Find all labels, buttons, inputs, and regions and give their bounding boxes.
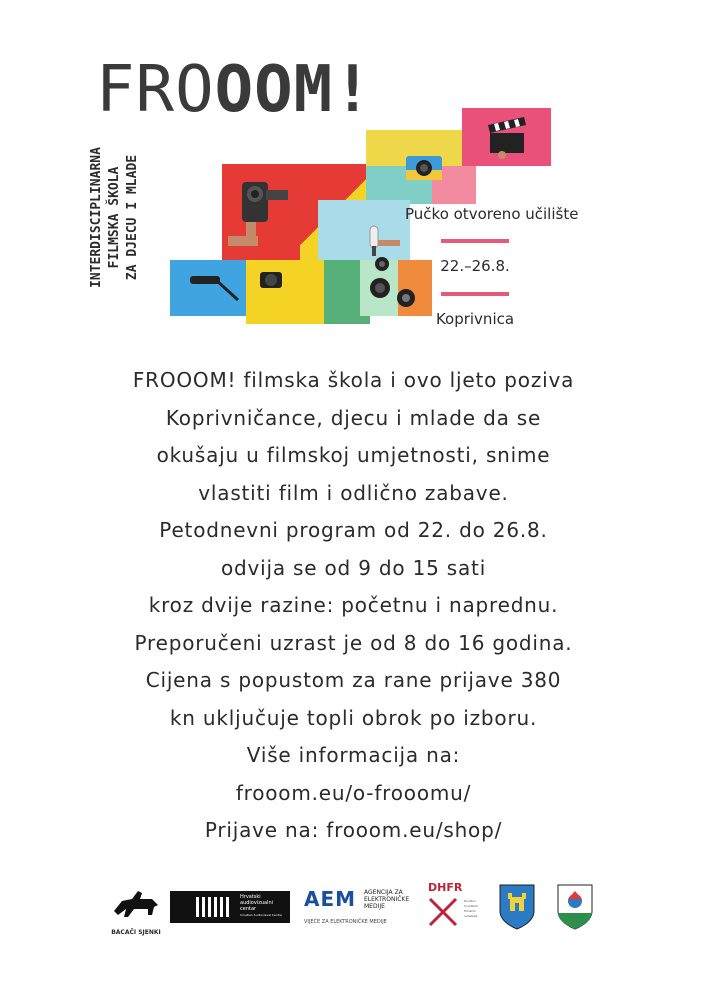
logo-bold-part: OOM! <box>214 53 373 127</box>
signup-link[interactable]: Prijave na: frooom.eu/shop/ <box>204 818 503 842</box>
dhfr-mark: DHFR <box>428 881 463 894</box>
dhfr-text <box>464 899 478 919</box>
havc-line: audiovizualni <box>240 900 274 906</box>
aem-line: AGENCIJA ZA <box>364 889 403 896</box>
description <box>50 362 657 850</box>
clapperboard-icon <box>480 115 535 160</box>
dhfr-logo <box>428 881 488 937</box>
info-link[interactable]: frooom.eu/o-frooomu/ <box>235 780 472 805</box>
body-line: kn uključuje topli obrok po izboru. <box>169 705 538 730</box>
body-line: kroz dvije razine: početnu i naprednu. <box>148 593 559 617</box>
havc-sub: Croatian Audiovisual Centre <box>240 913 282 917</box>
body-line: Koprivničance, djecu i mlade da se <box>165 405 542 430</box>
toy-camera-icon <box>402 150 446 186</box>
havc-barcode-icon <box>196 897 230 917</box>
subtitle-line-1: INTERDISCIPLINARNA <box>89 147 104 288</box>
body-line: Preporučeni uzrast je od 8 do 16 godina. <box>134 630 573 655</box>
body-line: Cijena s popustom za rane prijave 380 <box>145 668 562 692</box>
bacaci-sjenki-text: BACAČI SJENKI <box>111 929 161 936</box>
body-line: odvija se od 9 do 15 sati <box>220 555 487 580</box>
koprivnica-coat-of-arms-icon <box>498 883 536 931</box>
aem-mark: AEM <box>304 887 357 911</box>
camera-body-icon <box>256 266 286 294</box>
divider-top <box>441 239 509 243</box>
dhfr-cross-icon <box>428 897 458 927</box>
divider-bottom <box>441 292 509 296</box>
dhfr-line: redatelja <box>464 914 478 918</box>
photo-collage <box>0 0 707 340</box>
vintage-camera-icon <box>228 170 308 256</box>
sponsor-logos <box>0 875 707 945</box>
body-line: vlastiti film i odlično zabave. <box>198 480 509 505</box>
aem-logo <box>304 887 424 931</box>
city-text: Koprivnica <box>435 310 515 328</box>
subtitle-line-3: ZA DJECU I MLADE <box>125 154 140 281</box>
body-line: Više informacija na: <box>246 743 461 767</box>
body-line: okušaju u filmskoj umjetnosti, snime <box>156 443 551 467</box>
bacaci-sjenki-logo <box>108 885 164 939</box>
dhfr-line: Društvo <box>464 899 476 903</box>
subtitle-line-2: FILMSKA ŠKOLA <box>107 166 122 269</box>
dates-text: 22.–26.8. <box>440 257 510 275</box>
boom-mic-icon <box>186 268 242 308</box>
dhfr-line: hrvatskih <box>464 904 478 908</box>
horse-rider-icon <box>108 885 164 925</box>
havc-logo <box>170 891 290 923</box>
aem-text <box>364 889 409 910</box>
county-coat-of-arms-icon <box>556 881 594 931</box>
body-line: FROOOM! filmska škola i ovo ljeto poziva <box>132 368 575 392</box>
body-line: Petodnevni program od 22. do 26.8. <box>159 518 548 542</box>
logo-light-part: FRO <box>96 53 215 127</box>
havc-text <box>240 894 282 918</box>
aem-sub: VIJEĆE ZA ELEKTRONIČKE MEDIJE <box>304 919 387 925</box>
venue-text: Pučko otvoreno učilište <box>405 205 579 223</box>
havc-line: Hrvatski <box>240 894 261 900</box>
aem-line: ELEKTRONIČKE <box>364 896 410 903</box>
havc-line: centar <box>240 906 257 912</box>
dhfr-line: filmskih <box>464 909 476 913</box>
aem-line: MEDIJE <box>364 903 385 910</box>
